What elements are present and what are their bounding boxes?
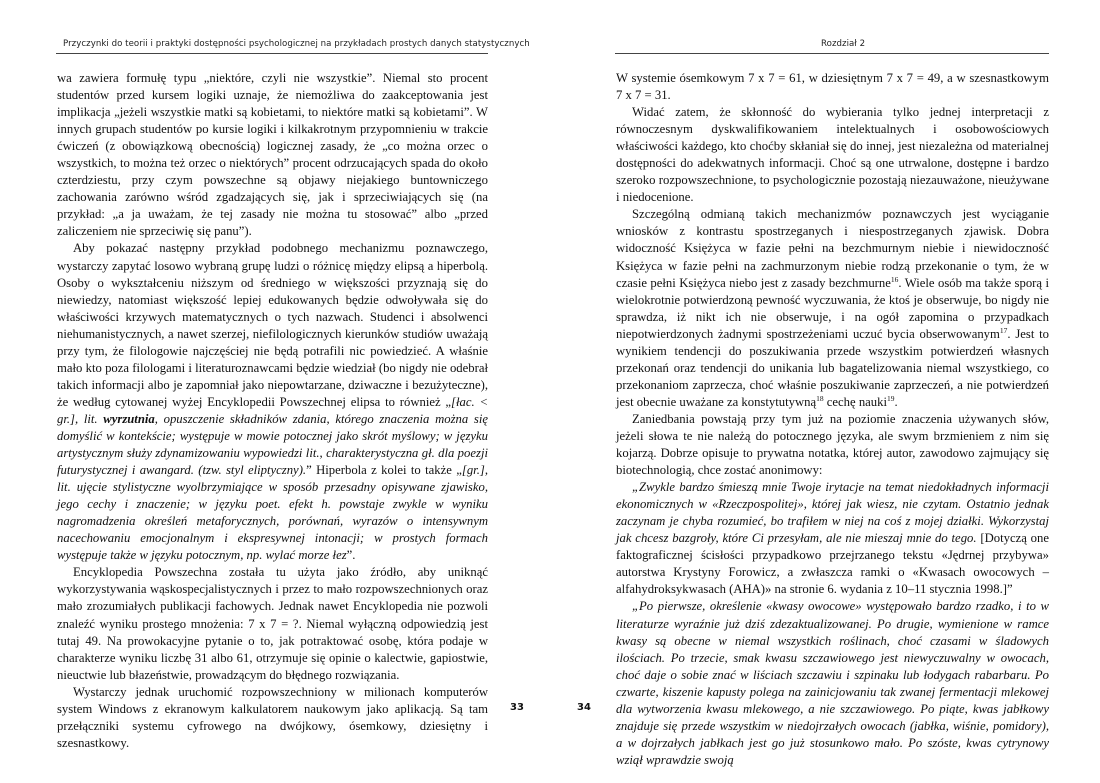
paragraph: W systemie ósemkowym 7 x 7 = 61, w dziesiętnym 7 x 7 = 49, a w szesnastkowym 7 x 7 = 31. [616,71,1049,103]
quote-paragraph [616,479,1049,598]
running-header: Przyczynki do teorii i praktyki dostępności psychologicznej na przykładach prostych danych statystycznych [63,39,530,49]
text-run: ” Hiperbola z kolei to także „ [306,463,462,478]
text-run: [Dotyczą one faktograficznej ścisłości przypadkowo przejrzanego tekstu «Jędrnej przybywa» autorstwa Krystyny Forowicz, a zwłaszcza ramki o «Kwasach owocowych – alfahydroksykwasach (AHA)» na stronie 6. wydania z 10–11 stycznia 1998.] [616,531,1049,597]
running-header: Rozdział 2 [821,39,866,49]
text-run: cechę nauki [823,394,888,409]
text-run: . Jest to wynikiem tendencji do poszukiwania przede wszystkim potwierdzeń własnych przekonań oraz tendencji do unikania lub bagatelizowania niemal wszystkiego, co przekonaniom zaprzecza, choć właśnie poszukiwanie zaprzeczeń, a nie potwierdzeń jest obecnie uważane za konstytutywną [616,326,1049,409]
text-run: ” [1006,582,1013,597]
right-page [550,0,1100,783]
footnote-ref[interactable]: 19 [887,393,895,403]
paragraph [57,240,488,564]
quote-paragraph: „Po pierwsze, określenie «kwasy owocowe» występowało bardzo rzadko, i to w literaturze wyraźnie już dziś zdezaktualizowanej. Po drugie, wymienione w ramce kwasy są obecne w niemal wszystkich roślinach, choć czasami w śladowych ilościach. Po trzecie, smak kwasu szczawiowego jest niewyczuwalny w owocach, choć daje o sobie znać w liściach szczawiu i szpinaku lub łodygach rabarbaru. Po czwarte, kiszenie kapusty polega na zainicjowaniu tak zwanej fermentacji mlekowej dla wytworzenia kwasu mlekowego, a nie szczawiowego. Po piąte, kwas jabłkowy znajduje się przede wszystkim w niedojrzałych owocach (jabłka, wiśnie, pomidory), a w dojrzałych jabłkach jest go już stosunkowo mało. Po szóste, kwas cytrynowy wziął wprawdzie swoją [616,599,1049,767]
footnote-ref[interactable]: 16 [890,274,899,284]
page-number: 34 [577,702,591,713]
header-rule [56,53,488,54]
paragraph: Encyklopedia Powszechna została tu użyta jako źródło, aby uniknąć wykorzystywania wąskospecjalistycznych i przez to mało rozpowszechnionych oraz mało zrozumiałych publikacji fachowych. Jednak nawet Encyklopedia nie pozwoli znaleźć wyniku prostego mnożenia: 7 x 7 = ?. Niemal wyłączną odpowiedzią jest tutaj 49. Na prowokacyjne pytanie o to, jak potraktować osobę, która podaje w charakterze wyniku liczbę 31 albo 61, otrzymuje się opinie o kalectwie, gapiostwie, nieuctwie lub błazeństwie, prowadzącym do błędnego rozwiązania. [57,565,488,682]
text-run: . [894,394,898,409]
paragraph: Zaniedbania powstają przy tym już na poziomie znaczenia używanych słów, jeżeli słowa te nie należą do potocznego języka, ale swym brzmieniem z nim się kojarzą. Dobrze opisuje to prywatna notatka, której autor, zawodowo zajmujący się biotechnologią, chce zostać anonimowy: [616,411,1049,478]
text-run: Aby pokazać następny przykład podobnego mechanizmu poznawczego, wystarczy zapytać losowo wybraną grupę ludzi o różnicę między elipsą a hiperbolą. Osoby o wykształceniu niższym od średniego w większości przyznają się do niewiedzy, natomiast większość lepiej edukowanych będzie odwoływała się do właściwości krzywych matematycznych o tych nazwach. Studenci i absolwenci niehumanistycznych, a nawet szerzej, niefilologicznych kierunków studiów uważają przy tym, że filologowie najczęściej nie będą potrafili nic powiedzieć. A właśnie mało kto poza filologami i literaturoznawcami będzie wiedział (bo nigdy nie odebrał takich informacji albo je zapomniał jako niepowtarzane, dziwaczne i bezużyteczne), że według cytowanej wyżej Encyklopedii Powszechnej elipsa to również „ [57,241,488,409]
footnote-ref[interactable]: 17 [999,325,1008,335]
footnote-ref[interactable]: 18 [816,393,824,403]
text-run: [łac. < gr.], lit. [57,394,489,426]
paragraph: wa zawiera formułę typu „niektóre, czyli nie wszystkie”. Niemal sto procent studentów przed kursem logiki uznaje, że niemożliwa do zaakceptowania jest implikacja „jeżeli wszystkie matki są kobietami, to niektóre matki są kobietami”. W innych grupach studentów po kursie logiki i kilkakrotnym przypomnieniu w trakcie ćwiczeń (z obowiązkową obecnością) logicznej zasady, że „co można orzec o wszystkich, to można też orzec o niektórych” procent odrzucających spada do około czterdziestu, przy czym powszechne są objawy niejakiego buntowniczego zachowania zarówno wśród zgadzających się, jak i sprzeciwiających się (na przykład: „a ja uważam, że tej zasady nie można tu stosować” albo „przed zaliczeniem nie sprzeciwię się panu”). [57,71,488,239]
text-run: „Zwykle bardzo śmieszą mnie Twoje irytacje na temat niedokładnych informacji ekonomicznych w «Rzeczpospolitej», której jak wiesz, nie czytam. Ostatnio jednak zaczynam je chyba rozumieć, bo trafiłem w niej na coś z mojej działki. Wykorzystaj jak chcesz bazgroły, które Ci przesyłam, ale nie mieszaj mnie do tego. [616,480,1049,546]
text-run: wyrzutnia [103,411,155,426]
text-run: Szczególną odmianą takich mechanizmów poznawczych jest wyciąganie wniosków z kontrastu spostrzeganych i niespostrzeganych zjawisk. Dobra widoczność Księżyca w fazie pełni na bezchmurnym niebie i niewidoczność Księżyca w fazie pełni na zachmurzonym niebie rodzą przekonanie o tym, że w czasie pełni Księżyca niebo jest z zasady bezchmurne [616,207,1049,290]
left-page-body [57,70,488,752]
text-run: [gr.], lit. ujęcie stylistyczne wyolbrzymiające w sposób przesadny opisywane zjawisko, jego cechy i znaczenie; w języku poet. efekt h. powstaje zwykle w wyniku nagromadzenia określeń metaforycznych, porównań, wyrazów o intensywnym nacechowaniu emocjonalnym i ekspresywnej intonacji; w prostych formach występuje także w języku potocznym, np. wylać morze łez [57,463,488,563]
paragraph [616,206,1049,411]
page-number: 33 [510,702,524,713]
text-run: . Wiele osób ma także sporą i wielokrotnie potwierdzoną pewność wyczuwania, że ktoś je obserwuje, bo nigdy nie sprawdza, iż nikt ich nie obserwuje, i na ogół zapomina o przypadkach niepotwierdzonych żadnymi spostrzeżeniami uczuć bycia obserwowanym [616,275,1049,341]
text-run: , opuszczenie składników zdania, którego znaczenia można się domyślić w kontekście; występuje w mowie potocznej jako skrót myślowy; w języku artystycznym służy zdynamizowaniu wypowiedzi lit., charakterystyczna gł. dla poezji futurystycznej i awangard. (tzw. styl eliptyczny). [57,411,488,478]
right-page-body [616,70,1049,769]
header-rule [615,53,1049,54]
paragraph: Widać zatem, że skłonność do wybierania tylko jednej interpretacji z równoczesnym dyskwalifikowaniem intelektualnych i osobowościowych właściwości każdego, kto choćby skłaniał się do innej, jest niezależna od materialnej dostępności do adekwatnych informacji. Choć są one utrwalone, dostępne i bardzo szeroko rozpowszechnione, to psychologicznie pozostają niezauważone, nieużywane i niedocenione. [616,105,1049,205]
paragraph: Wystarczy jednak uruchomić rozpowszechniony w milionach komputerów system Windows z ekranowym kalkulatorem naukowym jako aplikacją. Są tam przełączniki systemu cyfrowego na dwójkowy, ósemkowy, dziesiętny i szesnastkowy. [57,684,488,750]
text-run: ”. [346,548,356,563]
